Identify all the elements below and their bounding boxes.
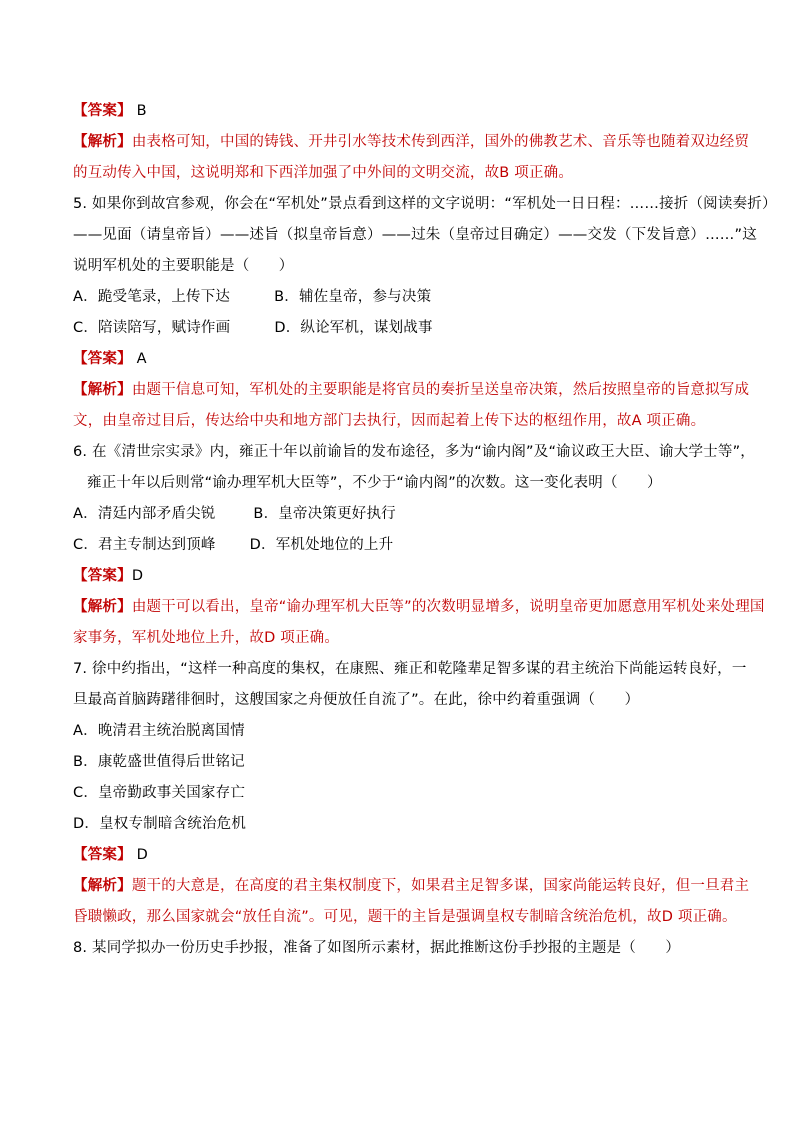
question-6-options-row-1 <box>73 499 725 530</box>
answer-line <box>73 96 725 127</box>
question-7-line-2: 旦最高首脑踌躇徘徊时，这艘国家之舟便放任自流了”。在此，徐中约着重强调（ ） <box>73 692 640 708</box>
option-b: B．康乾盛世值得后世铭记 <box>73 754 245 770</box>
analysis-text: 由题干可以看出，皇帝“谕办理军机大臣等”的次数明显增多，说明皇帝更加愿意用军机处来处理国 <box>131 599 765 615</box>
question-7-line-1: 7. 徐中约指出，“这样一种高度的集权，在康熙、雍正和乾隆辈足智多谋的君主统治下尚能运转良好，一 <box>73 661 747 677</box>
option-d: D．皇权专制暗含统治危机 <box>73 816 247 832</box>
option-c: C．陪读陪写，赋诗作画 <box>73 320 231 336</box>
question-6-line-2: 雍正十年以后则常“谕办理军机大臣等”，不少于“谕内阁”的次数。这一变化表明（ ） <box>87 475 662 491</box>
option-d: D．纵论军机，谋划战事 <box>274 320 433 336</box>
option-a: A．清廷内部矛盾尖锐 <box>73 506 216 522</box>
analysis-line <box>73 375 750 406</box>
answer-value: A <box>131 351 147 367</box>
analysis-tag: 【解析】 <box>73 382 132 398</box>
analysis-text: 由表格可知，中国的铸钱、开井引水等技术传到西洋，国外的佛教艺术、音乐等也随着双边经贸 <box>131 134 750 150</box>
answer-line <box>73 840 725 871</box>
analysis-text: 由题干信息可知，军机处的主要职能是将官员的奏折呈送皇帝决策，然后按照皇帝的旨意拟写成 <box>131 382 750 398</box>
analysis-tag: 【解析】 <box>73 134 132 150</box>
answer-value: B <box>131 103 147 119</box>
answer-tag: 【答案】 <box>73 568 132 584</box>
analysis-text-cont: 文，由皇帝过目后，传达给中央和地方部门去执行，因而起着上传下达的枢纽作用，故A 项正确。 <box>73 413 706 429</box>
option-b: B．辅佐皇帝，参与决策 <box>274 289 432 305</box>
analysis-tag: 【解析】 <box>73 599 132 615</box>
question-6-options-row-2 <box>73 530 725 561</box>
analysis-line <box>73 592 765 623</box>
question-5-options-row-1 <box>73 282 725 313</box>
question-5-line-2: ——见面（请皇帝旨）——述旨（拟皇帝旨意）——过朱（皇帝过目确定）——交发（下发旨意）……”这 <box>73 227 757 243</box>
option-b: B．皇帝决策更好执行 <box>253 506 396 522</box>
answer-tag: 【答案】 <box>73 103 132 119</box>
option-d: D．军机处地位的上升 <box>249 537 394 553</box>
option-c: C．君主专制达到顶峰 <box>73 537 216 553</box>
analysis-text-cont: 的互动传入中国，这说明郑和下西洋加强了中外间的文明交流，故B 项正确。 <box>73 165 574 181</box>
question-8-line-1: 8. 某同学拟办一份历史手抄报，准备了如图所示素材，据此推断这份手抄报的主题是（ ） <box>73 940 681 956</box>
answer-line <box>73 561 725 592</box>
analysis-text-cont: 家事务，军机处地位上升，故D 项正确。 <box>73 630 340 646</box>
analysis-text-cont: 昏聩懒政，那么国家就会“放任自流”。可见，题干的主旨是强调皇权专制暗含统治危机，故D 项正确。 <box>73 909 737 925</box>
question-5-line-3: 说明军机处的主要职能是（ ） <box>73 258 294 274</box>
answer-tag: 【答案】 <box>73 351 132 367</box>
answer-tag: 【答案】 <box>73 847 132 863</box>
question-5-options-row-2 <box>73 313 725 344</box>
analysis-line <box>73 871 750 902</box>
question-5-line-1: 5. 如果你到故宫参观，你会在“军机处”景点看到这样的文字说明：“军机处一日日程：……接折（阅读奏折） <box>73 196 777 212</box>
answer-value: D <box>131 847 148 863</box>
analysis-line <box>73 127 750 158</box>
analysis-text: 题干的大意是，在高度的君主集权制度下，如果君主足智多谋，国家尚能运转良好，但一旦君主 <box>131 878 750 894</box>
answer-value: D <box>131 568 144 584</box>
option-a: A．晚清君主统治脱离国情 <box>73 723 245 739</box>
option-c: C．皇帝勤政事关国家存亡 <box>73 785 246 801</box>
question-6-line-1: 6. 在《清世宗实录》内，雍正十年以前谕旨的发布途径，多为“谕内阁”及“谕议政王大臣、谕大学士等”， <box>73 444 755 460</box>
option-a: A．跪受笔录，上传下达 <box>73 289 231 305</box>
analysis-tag: 【解析】 <box>73 878 132 894</box>
document-page <box>73 96 777 964</box>
answer-line <box>73 344 725 375</box>
